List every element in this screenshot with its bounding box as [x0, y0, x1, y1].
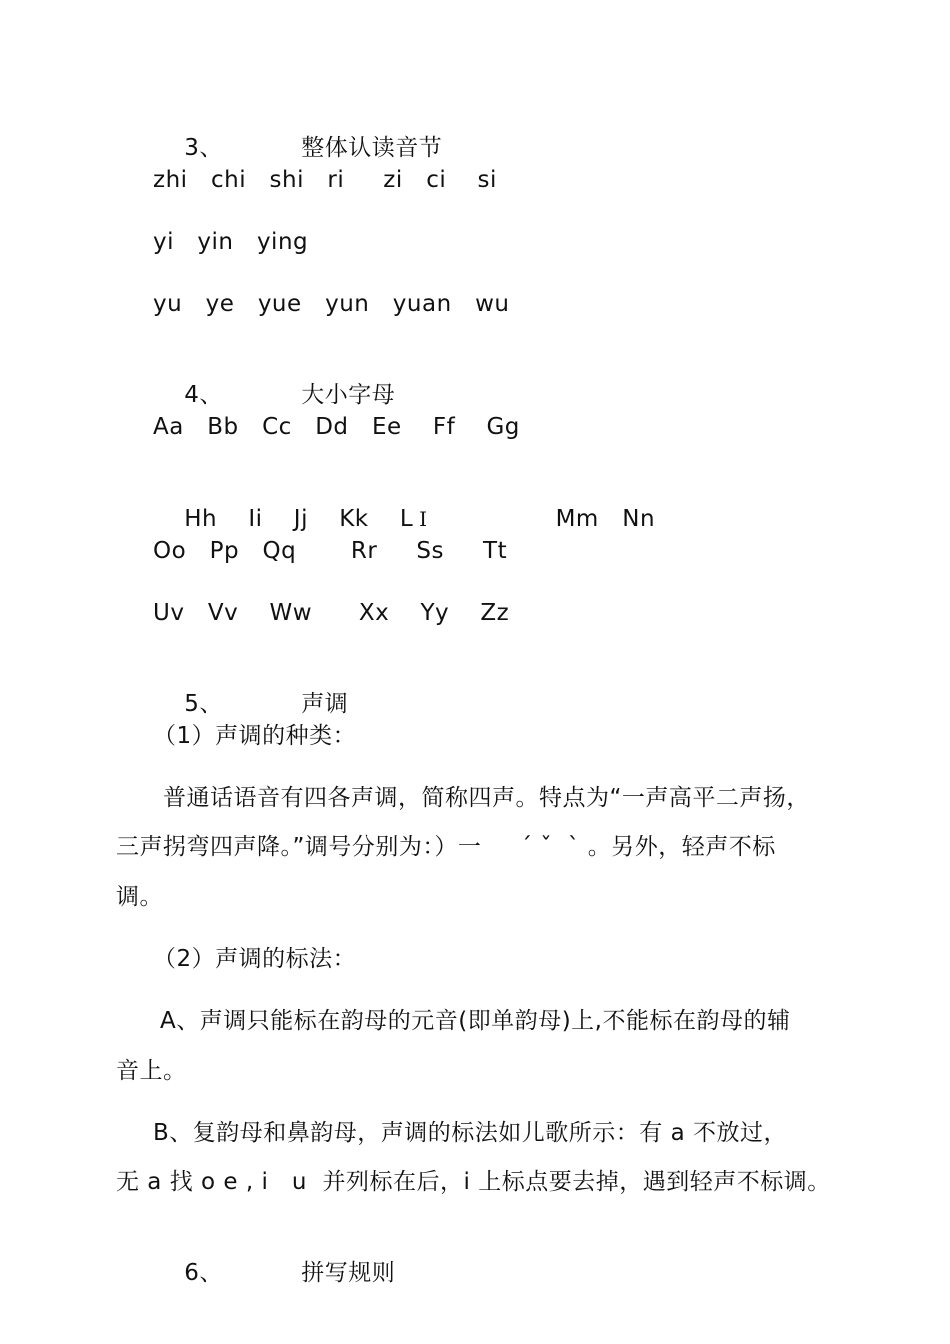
section-title: 整体认读音节 [301, 135, 443, 161]
letter-row-2-part-c: Mm Nn [555, 506, 656, 532]
section-number: 3、 [184, 135, 223, 161]
letter-row-1: Aa Bb Cc Dd Ee Ff Gg [153, 414, 520, 440]
syllable-row-3: yu ye yue yun yuan wu [153, 291, 510, 317]
tone-types-line-2: 三声拐弯四声降。”调号分别为：）一 ˊ ˇ ˋ 。另外，轻声不标 [116, 834, 776, 860]
letter-row-4: Uv Vv Ww Xx Yy Zz [153, 600, 510, 626]
section-title: 大小字母 [301, 382, 396, 408]
letter-row-2-part-a: Hh Ii Jj Kk L [184, 506, 414, 532]
section-number: 4、 [184, 382, 223, 408]
section-title: 声调 [301, 691, 349, 717]
section-number: 6、 [184, 1260, 223, 1286]
letter-row-3: Oo Pp Qq Rr Ss Tt [153, 538, 508, 564]
syllable-row-1: zhi chi shi ri zi ci si [153, 167, 497, 193]
syllable-row-2: yi yin ying [153, 229, 309, 255]
rule-a-line-1: A、声调只能标在韵母的元音(即单韵母)上,不能标在韵母的辅 [160, 1008, 791, 1034]
section-number: 5、 [184, 691, 223, 717]
tone-types-heading: （1）声调的种类： [153, 723, 357, 749]
tone-marking-heading: （2）声调的标法： [153, 946, 357, 972]
letter-row-2-part-b: Ⅰ [419, 507, 428, 531]
rule-b-line-2: 无 a 找 o e , i u 并列标在后，i 上标点要去掉，遇到轻声不标调。 [116, 1169, 831, 1195]
tone-types-line-1: 普通话语音有四各声调，简称四声。特点为“一声高平二声扬， [163, 785, 810, 811]
rule-a-line-2: 音上。 [116, 1058, 187, 1084]
section-6-heading [153, 1228, 395, 1318]
section-title: 拼写规则 [301, 1260, 396, 1286]
rule-b-line-1: B、复韵母和鼻韵母，声调的标法如儿歌所示：有 a 不放过， [153, 1120, 787, 1146]
tone-types-line-3: 调。 [116, 884, 163, 910]
